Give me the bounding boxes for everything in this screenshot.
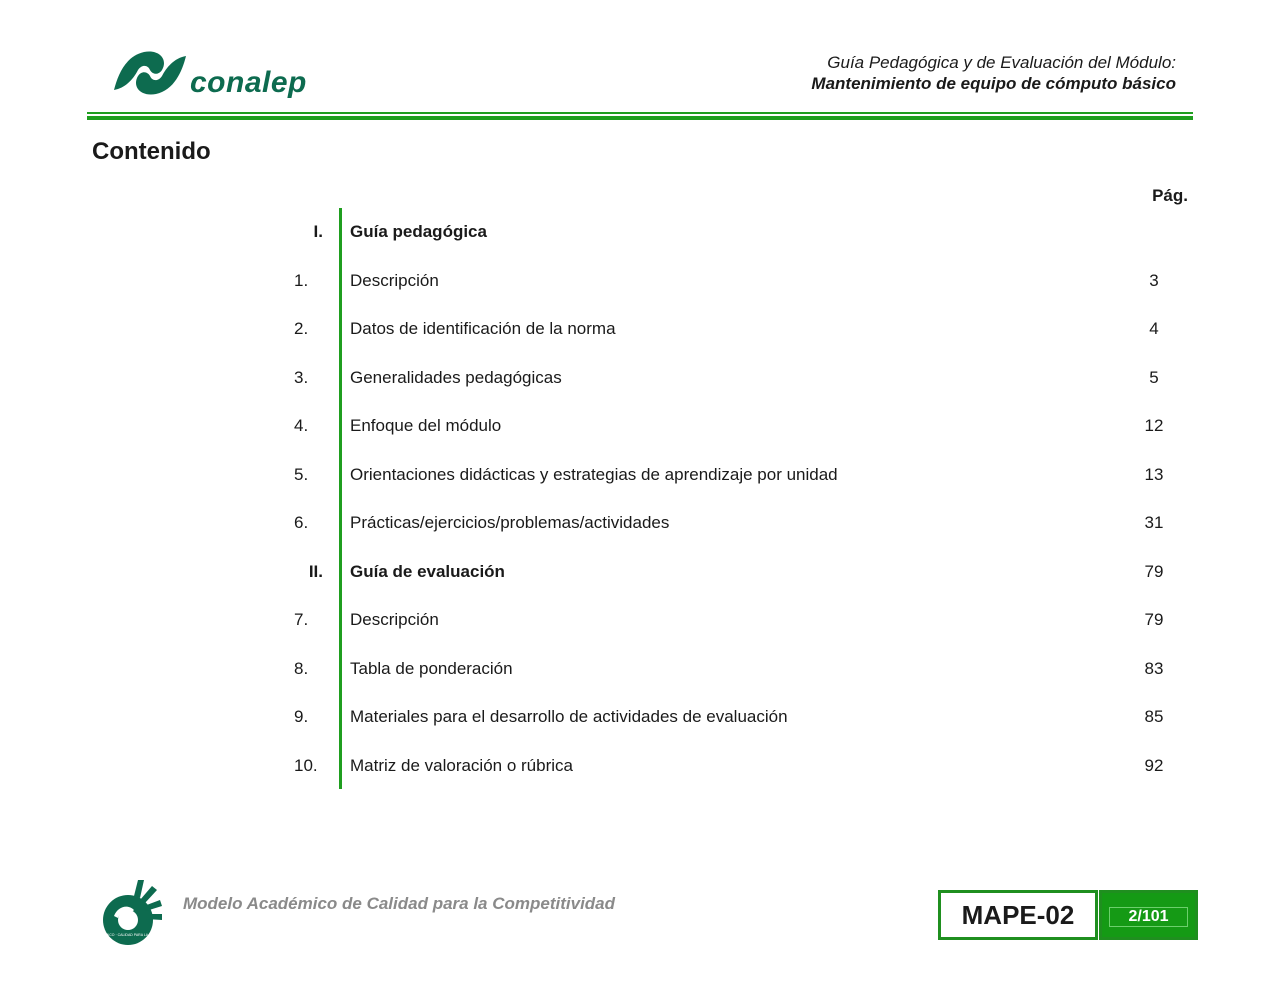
toc-row [0,756,1280,782]
quality-model-emblem [77,876,179,948]
document-code: MAPE-02 [938,890,1098,940]
toc-page-number: 13 [1144,465,1164,484]
toc-row [0,659,1280,685]
toc-page-number: 12 [1144,416,1164,435]
page-column-label: Pág. [1152,186,1188,205]
footer-motto: Modelo Académico de Calidad para la Competitividad [183,894,616,913]
logo-wordmark: conalep [190,66,307,99]
toc-row [0,562,1280,588]
toc-page-number: 83 [1144,659,1164,678]
toc-page-number: 79 [1144,610,1164,629]
toc-number: 10. [294,756,318,775]
toc-row [0,707,1280,733]
toc-page-number: 31 [1144,513,1164,532]
toc-title: Descripción [350,271,439,290]
toc-page-number: 3 [1149,271,1159,290]
toc-number: 3. [294,368,309,387]
toc-number: 6. [294,513,309,532]
toc-row [0,368,1280,394]
toc-title: Materiales para el desarrollo de actividades de evaluación [350,707,788,726]
page-indicator: 2/101 [1109,907,1188,927]
toc-number: 2. [294,319,309,338]
toc-row [0,610,1280,636]
quality-seal-icon [77,876,179,948]
conalep-emblem-icon [112,48,188,98]
emblem-text: MODELO ACADÉMICO · CALIDAD PARA LA COMPETITIVIDAD [77,933,179,937]
header-rule-thick [87,116,1193,120]
toc-row [0,222,1280,248]
toc-page-number: 92 [1144,756,1164,775]
toc-title: Orientaciones didácticas y estrategias de aprendizaje por unidad [350,465,838,484]
toc-row [0,513,1280,539]
guide-title-line1: Guía Pedagógica y de Evaluación del Módulo: [827,53,1176,72]
toc-row [0,416,1280,442]
page-indicator-box [1099,890,1198,940]
toc-title: Guía de evaluación [350,562,505,581]
toc-number: I. [313,222,323,241]
toc-number: II. [308,562,323,581]
guide-title-line2: Mantenimiento de equipo de cómputo básico [811,74,1176,93]
toc-page-number: 79 [1144,562,1164,581]
toc-number: 4. [294,416,309,435]
toc-number: 8. [294,659,309,678]
header-rule-thin [87,112,1193,114]
toc-row [0,319,1280,345]
toc-page-number: 85 [1144,707,1164,726]
toc-title: Matriz de valoración o rúbrica [350,756,573,775]
conalep-logo [112,48,312,106]
toc-row [0,271,1280,297]
toc-page-number: 4 [1149,319,1159,338]
toc-number: 9. [294,707,309,726]
guide-title [811,52,1176,94]
toc-number: 7. [294,610,309,629]
toc-title: Descripción [350,610,439,629]
toc-title: Generalidades pedagógicas [350,368,562,387]
toc-number: 5. [294,465,309,484]
toc-page-number: 5 [1149,368,1159,387]
page-title: Contenido [92,138,211,165]
toc-number: 1. [294,271,309,290]
toc-row [0,465,1280,491]
toc-title: Guía pedagógica [350,222,487,241]
toc-title: Datos de identificación de la norma [350,319,616,338]
toc-title: Enfoque del módulo [350,416,502,435]
toc-title: Prácticas/ejercicios/problemas/actividades [350,513,670,532]
toc-title: Tabla de ponderación [350,659,513,678]
